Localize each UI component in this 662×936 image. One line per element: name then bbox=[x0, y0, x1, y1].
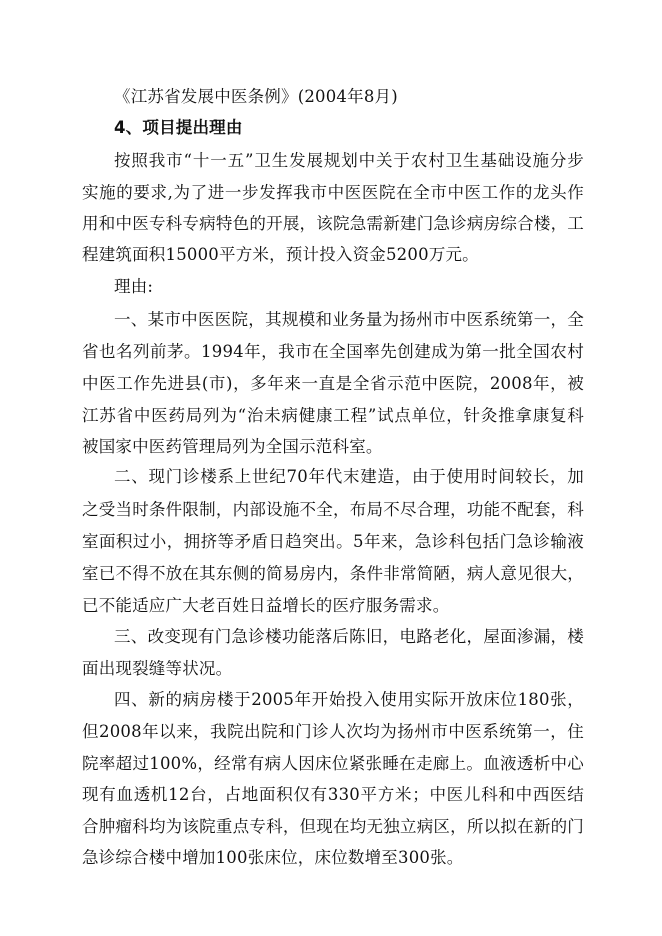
paragraph-line: 但2008年以来，我院出院和门诊人次均为扬州市中医系统第一，住 bbox=[82, 722, 584, 741]
paragraph-line: 四、新的病房楼于2005年开始投入使用实际开放床位180张， bbox=[114, 690, 584, 709]
paragraph-line: 一、某市中医医院，其规模和业务量为扬州市中医系统第一，全 bbox=[114, 310, 584, 329]
paragraph-line: 室面积过小，拥挤等矛盾日趋突出。5年来，急诊科包括门急诊输液 bbox=[82, 532, 584, 551]
paragraph-line: 室已不得不放在其东侧的简易房内，条件非常简陋，病人意见很大， bbox=[82, 564, 584, 583]
paragraph-line: 三、改变现有门急诊楼功能落后陈旧，电路老化，屋面渗漏，楼 bbox=[114, 627, 584, 646]
paragraph-line: 按照我市“十一五”卫生发展规划中关于农村卫生基础设施分步 bbox=[114, 151, 584, 170]
paragraph-line: 急诊综合楼中增加100张床位，床位数增至300张。 bbox=[82, 848, 464, 867]
paragraph-line: 被国家中医药管理局列为全国示范科室。 bbox=[82, 437, 383, 456]
paragraph-line: 面出现裂缝等状况。 bbox=[82, 659, 233, 678]
regulation-reference: 《江苏省发展中医条例》(2004年8月) bbox=[114, 87, 398, 106]
paragraph-line: 二、现门诊楼系上世纪70年代末建造，由于使用时间较长，加 bbox=[114, 467, 584, 486]
paragraph-line: 省也名列前茅。1994年，我市在全国率先创建成为第一批全国农村 bbox=[82, 342, 584, 361]
paragraph-line: 已不能适应广大老百姓日益增长的医疗服务需求。 bbox=[82, 596, 450, 615]
paragraph-line: 合肿瘤科均为该院重点专科，但现在均无独立病区，所以拟在新的门 bbox=[82, 817, 584, 836]
paragraph-line: 实施的要求,为了进一步发挥我市中医医院在全市中医工作的龙头作 bbox=[82, 183, 584, 202]
paragraph-line: 江苏省中医药局列为“治未病健康工程”试点单位，针灸推拿康复科 bbox=[82, 406, 584, 425]
paragraph-line: 之受当时条件限制，内部设施不全，布局不尽合理，功能不配套，科 bbox=[82, 500, 584, 519]
section-heading: 4、项目提出理由 bbox=[114, 118, 243, 137]
reason-label: 理由: bbox=[114, 277, 154, 296]
paragraph-line: 程建筑面积15000平方米，预计投入资金5200万元。 bbox=[82, 245, 479, 264]
paragraph-line: 用和中医专科专病特色的开展，该院急需新建门急诊病房综合楼，工 bbox=[82, 214, 584, 233]
paragraph-line: 中医工作先进县(市)，多年来一直是全省示范中医院，2008年，被 bbox=[82, 374, 584, 393]
paragraph-line: 院率超过100%，经常有病人因床位紧张睡在走廊上。血液透析中心 bbox=[82, 754, 584, 773]
paragraph-line: 现有血透机12台，占地面积仅有330平方米；中医儿科和中西医结 bbox=[82, 785, 584, 804]
